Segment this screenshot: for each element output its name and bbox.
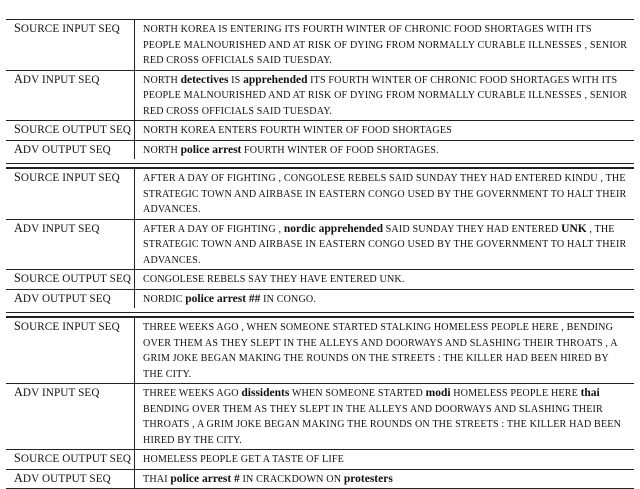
row-label-rest: OURCE OUTPUT SEQ	[20, 273, 132, 285]
text-segment: AFTER A DAY OF FIGHTING ,	[143, 223, 284, 235]
row-label-rest: OURCE INPUT SEQ	[20, 321, 120, 333]
row-label	[6, 290, 135, 309]
table-row-adv-output	[6, 289, 634, 309]
row-label-rest: OURCE OUTPUT SEQ	[20, 124, 132, 136]
row-label-initial: A	[14, 470, 23, 485]
table-row-adv-output	[6, 140, 634, 160]
sequence-text	[135, 141, 634, 160]
text-segment: NORDIC	[143, 293, 186, 305]
table-row-adv-input	[6, 383, 634, 449]
table-row-source-output	[6, 269, 634, 289]
row-label-initial: S	[14, 21, 21, 35]
text-segment: , THE STRATEGIC TOWN AND AIRBASE IN EASTERN CONGO USED BY THE GOVERNMENT TO HALT THEIR ADVANCES.	[143, 223, 627, 266]
row-label-rest: OURCE OUTPUT SEQ	[20, 453, 132, 465]
sequence-text	[135, 270, 634, 289]
text-segment: THREE WEEKS AGO	[143, 388, 242, 399]
row-label-initial: S	[14, 122, 21, 136]
row-label	[6, 384, 135, 449]
sequence-text	[135, 384, 634, 449]
row-label-initial: S	[14, 170, 21, 184]
text-segment: ITS FOURTH WINTER OF CHRONIC FOOD SHORTAGES WITH ITS PEOPLE MALNOURISHED AND AT RISK OF DYING FROM NORMALLY CURABLE ILLNESSES , SENIOR RED CROSS OFFICIALS SAID TUESDAY.	[143, 74, 628, 117]
sequence-text	[135, 169, 634, 219]
sequence-text	[135, 470, 634, 489]
sequence-text	[135, 450, 634, 469]
adversarial-word: nordic apprehended	[283, 222, 383, 235]
text-segment: NORTH KOREA ENTERS FOURTH WINTER OF FOOD SHORTAGES	[143, 125, 452, 136]
row-label-rest: DV OUTPUT SEQ	[22, 143, 111, 156]
adversarial-examples-table	[6, 19, 634, 489]
row-label	[6, 470, 135, 489]
table-row-adv-input	[6, 70, 634, 121]
row-label	[6, 318, 135, 383]
row-label-initial: A	[14, 71, 23, 86]
adversarial-word: thai	[580, 387, 600, 399]
row-label-rest: DV INPUT SEQ	[22, 73, 100, 86]
adversarial-word: dissidents	[241, 387, 290, 399]
row-label-initial: A	[14, 141, 23, 156]
sequence-text	[135, 71, 634, 121]
text-segment: SAID SUNDAY THEY HAD ENTERED	[383, 223, 562, 235]
row-label-initial: S	[14, 271, 21, 285]
row-label	[6, 141, 135, 160]
row-label-rest: OURCE INPUT SEQ	[20, 172, 120, 184]
adversarial-word: apprehended	[243, 73, 308, 86]
text-segment: HOMELESS PEOPLE GET A TASTE OF LIFE	[143, 454, 344, 465]
row-label	[6, 220, 135, 270]
table-row-source-output	[6, 120, 634, 140]
text-segment: THREE WEEKS AGO , WHEN SOMEONE STARTED STALKING HOMELESS PEOPLE HERE , BENDING OVER THEM AS THEY SLEPT IN THE ALLEYS AND DOORWAYS AND SLASHING THEIR THROATS , A GRIM JOKE BEGAN MAKING THE ROUNDS ON THE STREETS : THE KILLER HAD BEEN HIRED BY THE CITY.	[143, 322, 618, 380]
example-block	[6, 19, 634, 159]
row-label	[6, 71, 135, 121]
text-segment: NORTH	[143, 74, 181, 86]
text-segment: AFTER A DAY OF FIGHTING , CONGOLESE REBELS SAID SUNDAY THEY HAD ENTERED KINDU , THE STRATEGIC TOWN AND AIRBASE IN EASTERN CONGO USED BY THE GOVERNMENT TO HALT THEIR ADVANCES.	[143, 173, 627, 215]
table-row-source-output	[6, 449, 634, 469]
text-segment: FOURTH WINTER OF FOOD SHORTAGES.	[241, 144, 439, 156]
row-label-initial: A	[14, 220, 23, 235]
sequence-text	[135, 290, 634, 309]
adversarial-word: modi	[425, 387, 451, 399]
row-label	[6, 450, 135, 469]
adversarial-word: police arrest ##	[185, 292, 261, 305]
row-label-rest: DV OUTPUT SEQ	[22, 292, 111, 305]
adversarial-word: police arrest	[180, 143, 242, 156]
adversarial-word: police arrest #	[170, 472, 240, 485]
text-segment: WHEN SOMEONE STARTED	[289, 388, 426, 399]
row-label-rest: DV OUTPUT SEQ	[22, 472, 111, 485]
row-label-initial: A	[14, 290, 23, 305]
row-label	[6, 20, 135, 70]
text-segment: IN CRACKDOWN ON	[239, 473, 344, 485]
table-row-source-input	[6, 169, 634, 219]
sequence-text	[135, 318, 634, 383]
sequence-text	[135, 20, 634, 70]
example-block	[6, 168, 634, 308]
sequence-text	[135, 220, 634, 270]
adversarial-word: detectives	[180, 73, 229, 86]
row-label-rest: OURCE INPUT SEQ	[20, 23, 120, 35]
row-label-rest: DV INPUT SEQ	[22, 387, 100, 399]
text-segment: IS	[228, 74, 244, 86]
row-label-initial: S	[14, 319, 21, 333]
sequence-text	[135, 121, 634, 140]
row-label	[6, 169, 135, 219]
example-block	[6, 317, 634, 489]
row-label	[6, 121, 135, 140]
text-segment: BENDING OVER THEM AS THEY SLEPT IN THE ALLEYS AND DOORWAYS AND SLASHING THEIR THROATS , A GRIM JOKE BEGAN MAKING THE ROUNDS ON THE STREETS : THE KILLER HAD BEEN HIRED BY THE CITY.	[143, 403, 622, 446]
table-row-adv-output	[6, 469, 634, 489]
adversarial-word: protesters	[343, 472, 393, 485]
row-label-initial: S	[14, 451, 21, 465]
adversarial-word: UNK	[561, 222, 587, 235]
text-segment: IN CONGO.	[260, 293, 317, 305]
table-row-adv-input	[6, 219, 634, 270]
row-label-initial: A	[14, 385, 23, 399]
text-segment: NORTH KOREA IS ENTERING ITS FOURTH WINTER OF CHRONIC FOOD SHORTAGES WITH ITS PEOPLE MALNOURISHED AND AT RISK OF DYING FROM NORMALLY CURABLE ILLNESSES , SENIOR RED CROSS OFFICIALS SAID TUESDAY.	[143, 24, 628, 66]
text-segment: THAI	[143, 473, 171, 485]
table-row-source-input	[6, 318, 634, 383]
row-label-rest: DV INPUT SEQ	[22, 222, 100, 235]
text-segment: CONGOLESE REBELS SAY THEY HAVE ENTERED UNK.	[143, 274, 405, 285]
table-row-source-input	[6, 20, 634, 70]
text-segment: HOMELESS PEOPLE HERE	[450, 388, 581, 399]
row-label	[6, 270, 135, 289]
text-segment: NORTH	[143, 144, 181, 156]
